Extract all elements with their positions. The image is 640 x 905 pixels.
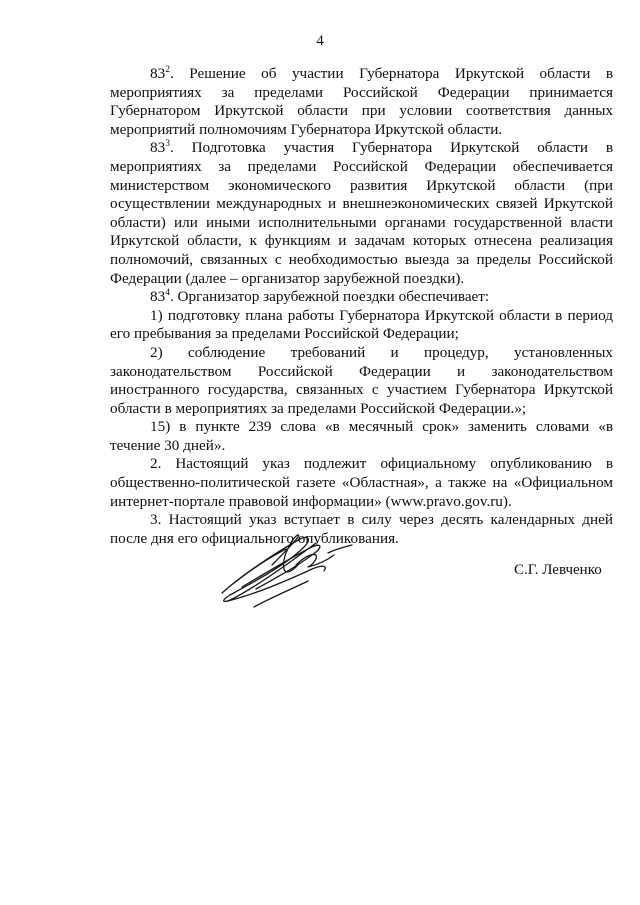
handwritten-signature	[212, 525, 362, 615]
subparagraph-2: 2) соблюдение требований и процедур, установленных законодательством Российской Федерации и законодательством иностранного государства, связанных с участием Губернатора Иркутской области в мероприятиях за пределами Российской Федерации.»;	[110, 343, 613, 417]
paragraph-83-2: $83^2$. Решение об участии Губернатора Иркутской области в мероприятиях за пределами Российской Федерации принимается Губернатором Иркутской области при условии соответствия данных мероприятий полномочиям Губернатора Иркутской области.	[110, 65, 613, 138]
clause-3: 3. Настоящий указ вступает в силу через десять календарных дней после дня его официального опубликования.	[110, 511, 613, 547]
page-number: 4	[316, 33, 324, 49]
paragraph-83-3: $83^3$. Подготовка участия Губернатора Иркутской области в мероприятиях за пределами Российской Федерации обеспечивается министерством экономического развития Иркутской области (при осуществлении международных и внешнеэкономических связей Иркутской области) или иными исполнительными органами государственной власти Иркутской области, к функциям и задачам которых отнесена реализация полномочий, связанных с необходимостью выезда за пределы Российской Федерации (далее – организатор зарубежной поездки).	[110, 139, 613, 287]
paragraph-83-4: $83^4$. Организатор зарубежной поездки обеспечивает:	[150, 288, 490, 306]
document-body	[110, 65, 613, 548]
signatory-name: С.Г. Левченко	[514, 562, 602, 578]
clause-2: 2. Настоящий указ подлежит официальному опубликованию в общественно-политической газете «Областная», а также на «Официальном интернет-портале правовой информации» (www.pravo.gov.ru).	[110, 455, 613, 510]
subparagraph-1: 1) подготовку плана работы Губернатора Иркутской области в период его пребывания за пределами Российской Федерации;	[110, 306, 613, 343]
item-15: 15) в пункте 239 слова «в месячный срок» заменить словами «в течение 30 дней».	[110, 418, 613, 454]
